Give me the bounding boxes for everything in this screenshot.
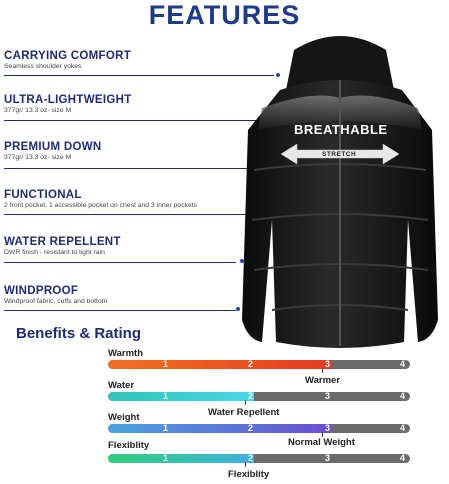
scale-number: 3	[325, 424, 331, 433]
rating-label: Weight	[108, 412, 140, 423]
scale-number: 3	[325, 360, 331, 369]
feature-title: PREMIUM DOWN	[4, 141, 102, 153]
scale-number: 1	[163, 360, 169, 369]
rating-label: Warmth	[108, 348, 144, 359]
rating-value-label: Water Repellent	[208, 407, 280, 418]
feature-subtitle: 2 front pocket, 1 accessible pocket on chest and 3 inner pockets	[4, 202, 198, 209]
rating-label: Flexiblity	[108, 440, 150, 451]
feature-subtitle: 377gr/ 13.3 oz- size M	[4, 154, 72, 161]
feature-divider	[4, 214, 254, 215]
feature-title: WATER REPELLENT	[4, 236, 121, 248]
rating-value-label: Warmer	[305, 375, 341, 386]
scale-number: 4	[400, 454, 406, 463]
puffer-jacket-image	[232, 20, 448, 355]
rating-bar	[108, 454, 410, 463]
page-title: FEATURES	[148, 0, 301, 30]
rating-marker	[245, 462, 246, 467]
scale-number: 3	[325, 454, 331, 463]
scale-number: 2	[248, 424, 254, 433]
rating-bar	[108, 392, 410, 401]
rating-value-label: Flexiblity	[228, 469, 270, 480]
feature-subtitle: DWR finish - resistant to light rain	[4, 249, 105, 256]
scale-number: 2	[248, 454, 254, 463]
rating-value-label: Normal Weight	[288, 437, 355, 448]
scale-number: 4	[400, 424, 406, 433]
scale-number: 1	[163, 454, 169, 463]
scale-number: 1	[163, 424, 169, 433]
rating-label: Water	[108, 380, 135, 391]
breathable-label: BREATHABLE	[294, 122, 388, 137]
feature-divider	[4, 120, 264, 121]
feature-divider	[4, 310, 236, 311]
feature-divider	[4, 262, 236, 263]
rating-bar-fill	[108, 454, 254, 463]
feature-title: WINDPROOF	[4, 285, 79, 297]
stretch-label: STRETCH	[322, 151, 357, 158]
rating-marker	[245, 400, 246, 405]
feature-title: ULTRA-LIGHTWEIGHT	[4, 94, 132, 106]
feature-subtitle: 377gr/ 13.3 oz- size M	[4, 107, 72, 114]
feature-subtitle: Seamless shoulder yokes	[4, 63, 82, 70]
feature-title: CARRYING COMFORT	[4, 50, 132, 62]
rating-marker	[322, 368, 323, 373]
scale-number: 4	[400, 360, 406, 369]
rating-bar-fill	[108, 424, 331, 433]
feature-title: FUNCTIONAL	[4, 189, 82, 201]
scale-number: 2	[248, 360, 254, 369]
scale-number: 4	[400, 392, 406, 401]
rating-bar	[108, 360, 410, 369]
scale-number: 2	[248, 392, 254, 401]
rating-bar	[108, 424, 410, 433]
rating-bar-fill	[108, 360, 331, 369]
rating-bar-fill	[108, 392, 254, 401]
feature-divider	[4, 168, 262, 169]
scale-number: 3	[325, 392, 331, 401]
benefits-heading: Benefits & Rating	[16, 325, 142, 342]
scale-number: 1	[163, 392, 169, 401]
feature-subtitle: Windproof fabric, cuffs and bottom	[4, 298, 108, 305]
